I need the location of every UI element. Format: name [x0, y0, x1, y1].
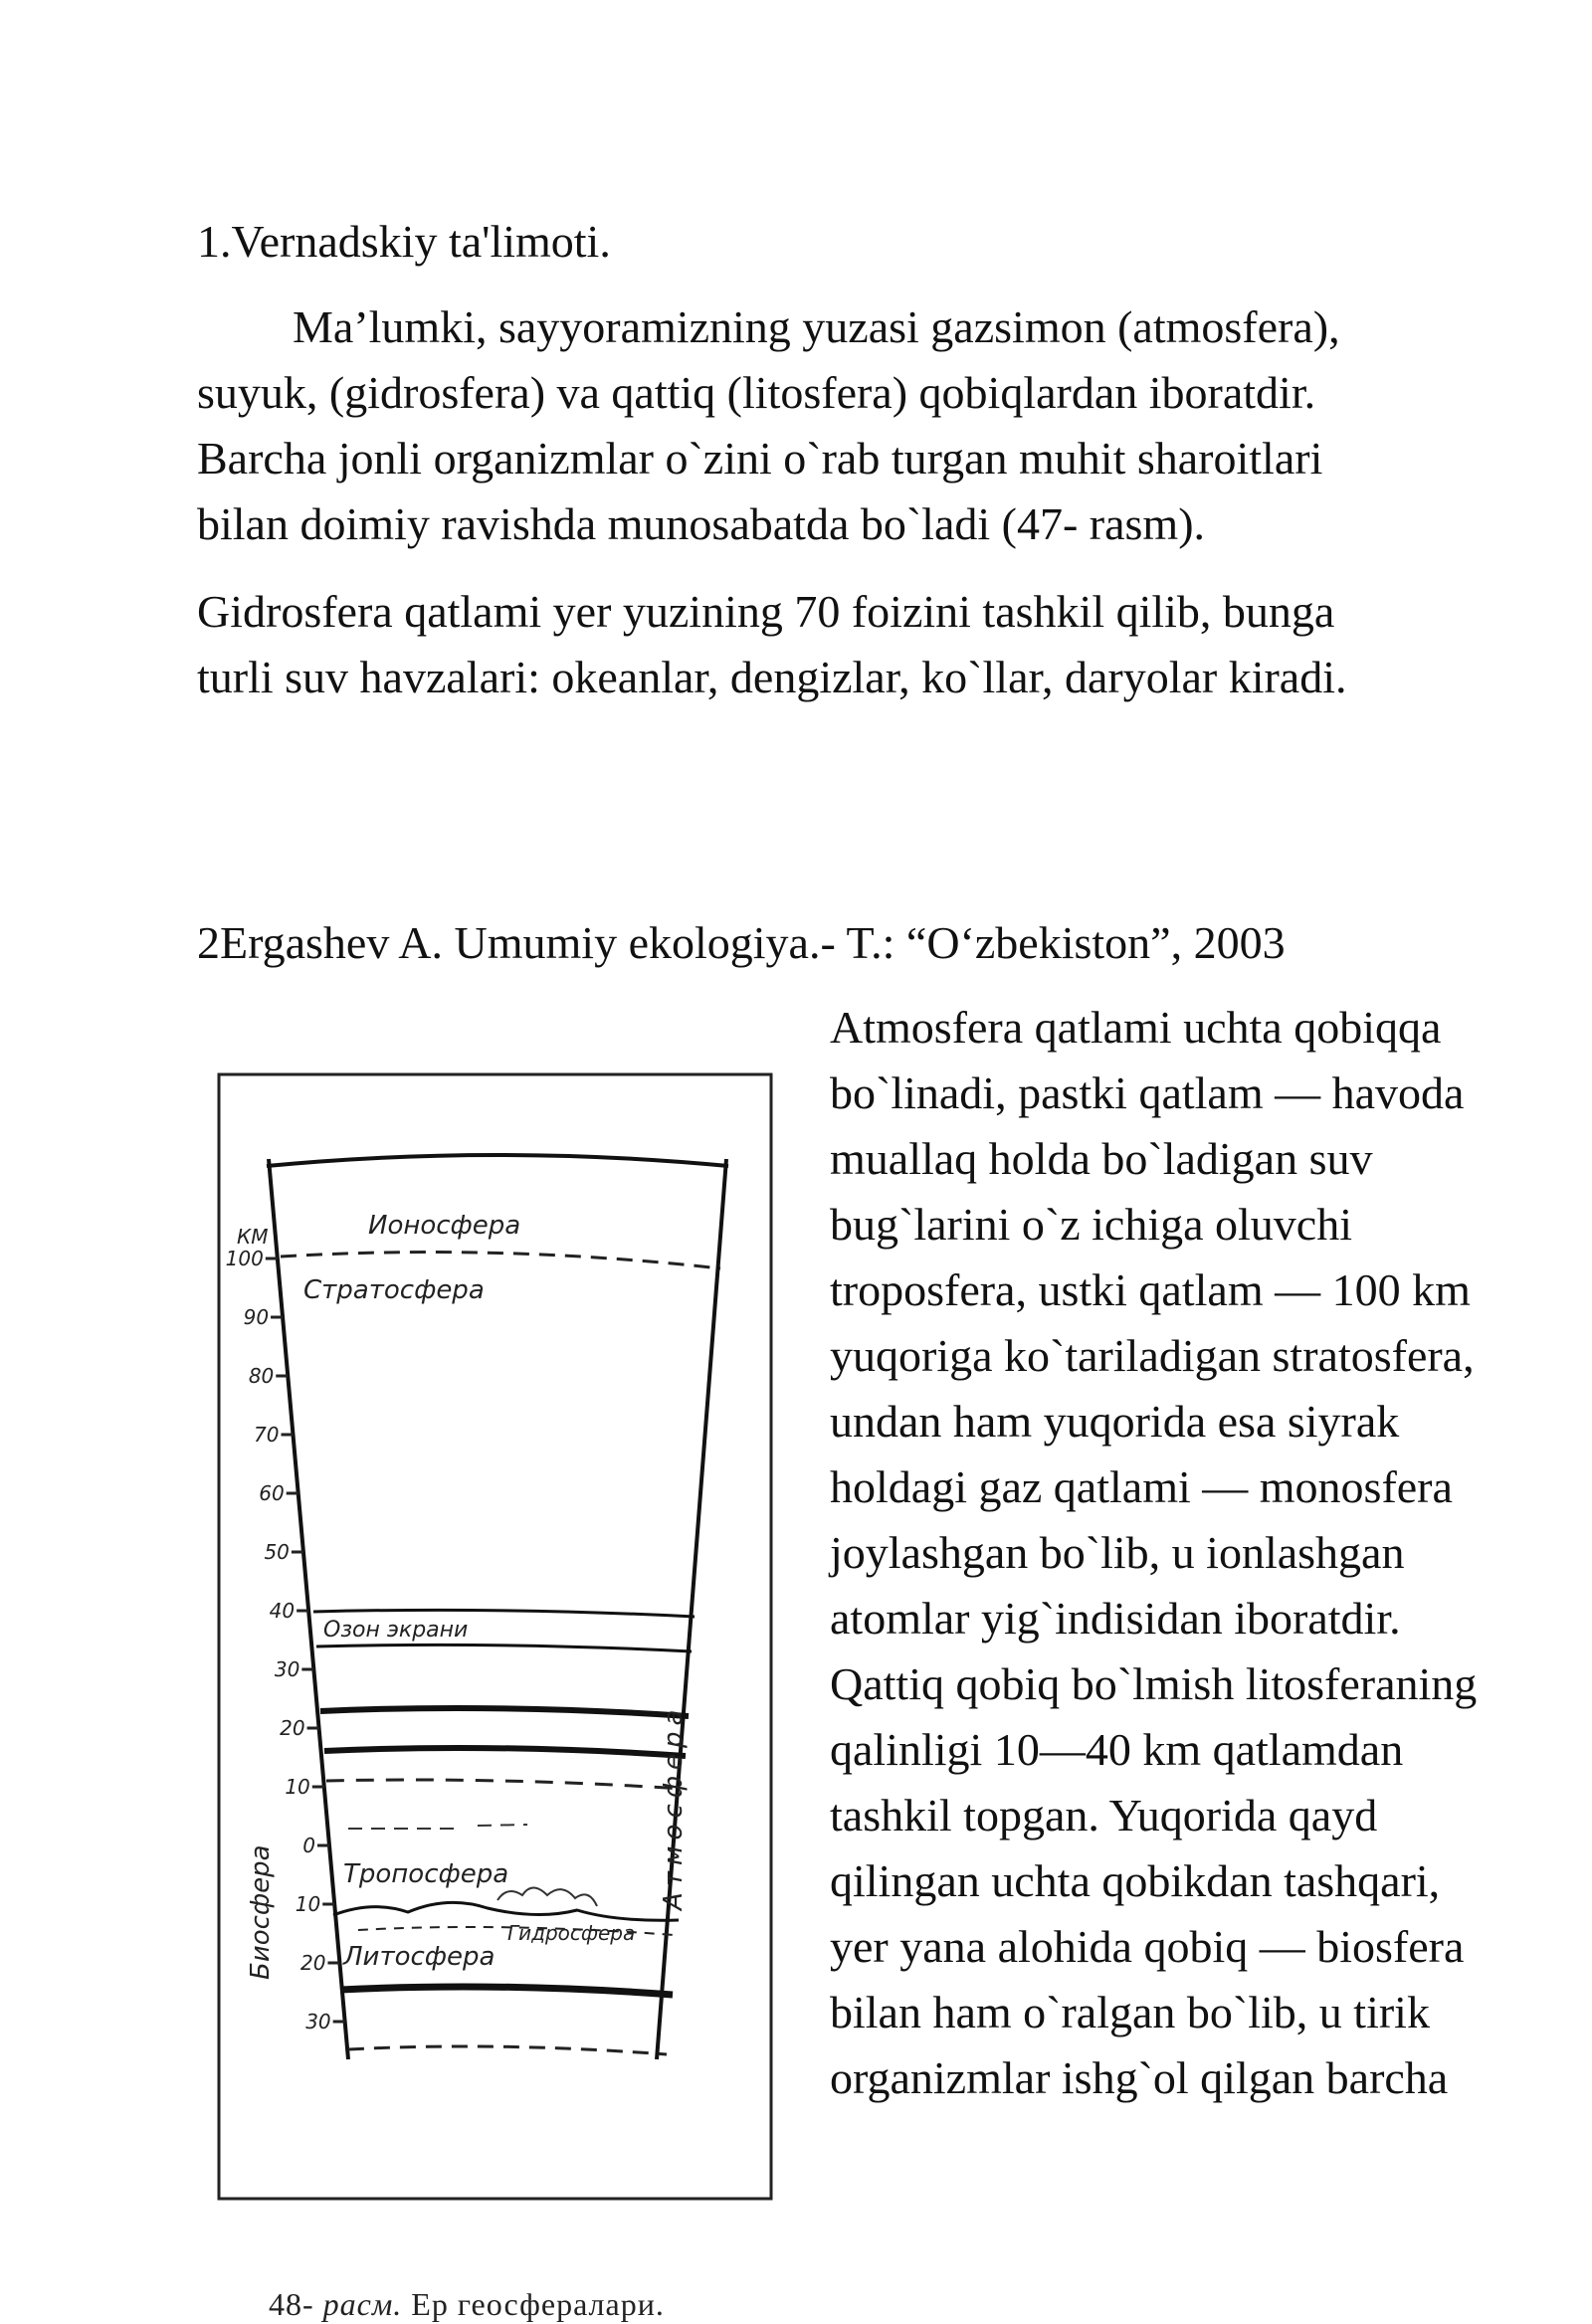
tick-label: 50	[264, 1540, 290, 1564]
text-line: qilingan uchta qobikdan tashqari,	[830, 1855, 1441, 1906]
stratosphere-label: Стратосфера	[303, 1275, 485, 1305]
tick-label: 100	[225, 1247, 264, 1270]
ionosphere-label: Ионосфера	[368, 1211, 521, 1241]
atmosphere-label: Атмосфера	[659, 1703, 689, 1910]
tick-label: 90	[243, 1305, 270, 1329]
text-line: Barcha jonli organizmlar o`zini o`rab turgan muhit sharoitlari	[197, 433, 1323, 484]
text-line: troposfera, ustki qatlam — 100 km	[830, 1264, 1471, 1315]
text-line: suyuk, (gidrosfera) va qattiq (litosfera) qobiqlardan iboratdir.	[197, 367, 1316, 418]
lithosphere-label: Литосфера	[343, 1942, 496, 1972]
side-paragraph	[830, 995, 1477, 2111]
boundary-dashed-100	[281, 1253, 720, 1268]
geosphere-figure	[199, 1055, 796, 2268]
text-line: atomlar yig`indisidan iboratdir.	[830, 1593, 1401, 1644]
tick-label: 70	[254, 1423, 280, 1447]
boundary-thick-30	[320, 1708, 689, 1716]
text-line: Atmosfera qatlami uchta qobiqqa	[830, 1002, 1442, 1053]
text-line: bug`larini o`z ichiga oluvchi	[830, 1199, 1353, 1250]
geosphere-diagram	[199, 1055, 796, 2268]
text-line: Ma’lumki, sayyoramizning yuzasi gazsimon (atmosfera),	[293, 301, 1340, 352]
text-line: Gidrosfera qatlami yer yuzining 70 foizini tashkil qilib, bunga	[197, 586, 1335, 637]
ground-line	[333, 1902, 679, 1920]
boundary-thick-25	[324, 1748, 686, 1756]
text-line: yuqoriga ko`tariladigan stratosfera,	[830, 1330, 1475, 1381]
text-line: yer yana alohida qobiq — biosfera	[830, 1921, 1465, 1972]
caption-text: Ер геосфералари.	[411, 2286, 665, 2322]
cloud-dashes	[348, 1825, 527, 1829]
tick-label: 0	[302, 1834, 315, 1857]
boundary-dashed-lower	[348, 2046, 667, 2054]
troposphere-label: Тропосфера	[343, 1859, 509, 1889]
text-line: bilan doimiy ravishda munosabatda bo`ladi (47- rasm).	[197, 498, 1206, 549]
top-arc	[267, 1155, 728, 1166]
boundary-dashed-20	[326, 1780, 683, 1789]
right-wall	[657, 1159, 726, 2059]
section-heading: 1.Vernadskiy ta'limoti.	[197, 216, 611, 267]
tick-label: 10	[295, 1892, 321, 1916]
biosphere-label: Биосфера	[246, 1844, 276, 1980]
text-line: tashkil topgan. Yuqorida qayd	[830, 1790, 1378, 1840]
text-line: undan ham yuqorida esa siyrak	[830, 1396, 1400, 1447]
tick-label: 10	[285, 1775, 310, 1799]
cloud-icon	[498, 1888, 597, 1907]
tick-label: 60	[259, 1481, 285, 1505]
paragraph-intro	[197, 294, 1560, 557]
boundary-thick-lithosphere	[340, 1987, 673, 1995]
tick-label: 30	[274, 1657, 300, 1681]
ozone-top-line	[313, 1610, 695, 1617]
text-line: holdagi gaz qatlami — monosfera	[830, 1461, 1453, 1512]
text-line: bilan ham o`ralgan bo`lib, u tirik	[830, 1987, 1430, 2037]
ozone-label: Озон экрани	[323, 1618, 469, 1643]
tick-label: 20	[299, 1951, 326, 1975]
text-line: qalinligi 10—40 km qatlamdan	[830, 1724, 1404, 1775]
tick-label: 30	[305, 2010, 331, 2034]
text-line: muallaq holda bo`ladigan suv	[830, 1133, 1373, 1184]
caption-number: 48-	[269, 2286, 314, 2322]
footnote-reference: 2Ergashev A. Umumiy ekologiya.- T.: “O‘zbekiston”, 2003	[197, 917, 1286, 968]
tick-label: 40	[269, 1599, 296, 1623]
paragraph-hydrosphere	[197, 579, 1347, 710]
figure-caption	[269, 2284, 665, 2324]
text-line: organizmlar ishg`ol qilgan barcha	[830, 2052, 1449, 2103]
text-line: joylashgan bo`lib, u ionlashgan	[830, 1527, 1405, 1578]
tick-label: 80	[248, 1364, 275, 1388]
tick-label: 20	[280, 1716, 305, 1740]
hydrosphere-label: Гидросфера	[507, 1921, 636, 1945]
text-line: bo`linadi, pastki qatlam — havoda	[830, 1067, 1465, 1118]
text-line: Qattiq qobiq bo`lmish litosferaning	[830, 1658, 1478, 1709]
ozone-bottom-line	[316, 1645, 692, 1651]
caption-word: расм.	[322, 2286, 403, 2322]
unit-label: КМ	[237, 1225, 269, 1249]
text-line: turli suv havzalari: okeanlar, dengizlar, ko`llar, daryolar kiradi.	[197, 652, 1347, 702]
